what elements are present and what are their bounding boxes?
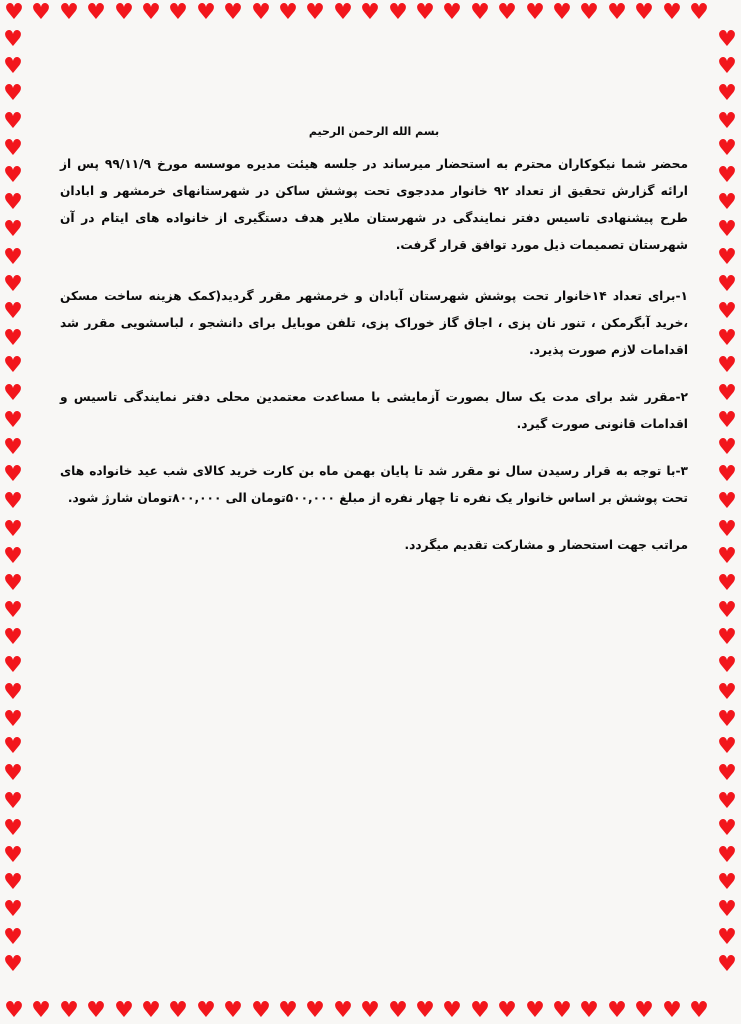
heart-icon: ♥: [360, 0, 380, 25]
bismillah-heading: بسم الله الرحمن الرحيم: [308, 125, 440, 138]
heart-icon: ♥: [3, 653, 23, 678]
heart-icon: ♥: [689, 998, 709, 1023]
heart-icon: ♥: [251, 0, 271, 25]
heart-icon: ♥: [3, 54, 23, 79]
heart-icon: ♥: [3, 163, 23, 188]
heart-icon: ♥: [634, 0, 654, 25]
heart-icon: ♥: [3, 571, 23, 596]
heart-icon: ♥: [497, 998, 517, 1023]
heart-icon: ♥: [717, 707, 737, 732]
heart-icon: ♥: [717, 843, 737, 868]
heart-icon: ♥: [717, 598, 737, 623]
heart-icon: ♥: [4, 998, 24, 1023]
closing-paragraph: مراتب جهت استحضار و مشارکت تقدیم میگردد.: [404, 538, 688, 552]
heart-icon: ♥: [717, 544, 737, 569]
heart-icon: ♥: [717, 625, 737, 650]
heart-icon: ♥: [3, 299, 23, 324]
heart-icon: ♥: [717, 109, 737, 134]
heart-icon: ♥: [717, 54, 737, 79]
heart-icon: ♥: [717, 353, 737, 378]
heart-icon: ♥: [333, 0, 353, 25]
heart-icon: ♥: [3, 245, 23, 270]
heart-icon: ♥: [168, 0, 188, 25]
heart-icon: ♥: [223, 998, 243, 1023]
heart-icon: ♥: [3, 680, 23, 705]
heart-icon: ♥: [717, 272, 737, 297]
heart-icon: ♥: [3, 381, 23, 406]
intro-paragraph: محضر شما نیکوکاران محترم به استحضار میرساند در جلسه هیئت مدیره موسسه مورخ ۹۹/۱۱/۹ پس از ارائه گزارش تحقیق از تعداد ۹۲ خانوار مددجوی تحت پوشش ساکن در شهرستانهای خرمشهر و ابادان طرح پیشنهادی تاسیس دفتر نمایندگی در شهرستان ملایر هدف دستگیری از خانواده های ایتام در آن شهرستان تصمیمات ذیل مورد توافق قرار گرفت.: [60, 157, 689, 252]
heart-icon: ♥: [579, 0, 599, 25]
heart-icon: ♥: [717, 245, 737, 270]
heart-icon: ♥: [717, 816, 737, 841]
heart-icon: ♥: [3, 517, 23, 542]
heart-icon: ♥: [3, 952, 23, 977]
heart-icon: ♥: [717, 870, 737, 895]
heart-icon: ♥: [415, 998, 435, 1023]
heart-icon: ♥: [3, 625, 23, 650]
heart-icon: ♥: [3, 761, 23, 786]
heart-icon: ♥: [114, 0, 134, 25]
heart-icon: ♥: [717, 952, 737, 977]
heart-icon: ♥: [552, 0, 572, 25]
heart-icon: ♥: [278, 998, 298, 1023]
heart-icon: ♥: [4, 0, 24, 25]
heart-icon: ♥: [305, 0, 325, 25]
heart-icon: ♥: [86, 0, 106, 25]
heart-icon: ♥: [3, 217, 23, 242]
heart-icon: ♥: [3, 897, 23, 922]
heart-icon: ♥: [3, 136, 23, 161]
heart-icon: ♥: [607, 998, 627, 1023]
heart-icon: ♥: [3, 27, 23, 52]
heart-icon: ♥: [634, 998, 654, 1023]
heart-icon: ♥: [717, 190, 737, 215]
heart-icon: ♥: [388, 998, 408, 1023]
heart-icon: ♥: [579, 998, 599, 1023]
heart-icon: ♥: [278, 0, 298, 25]
heart-icon: ♥: [552, 998, 572, 1023]
heart-icon: ♥: [196, 998, 216, 1023]
heart-icon: ♥: [717, 761, 737, 786]
heart-icon: ♥: [415, 0, 435, 25]
heart-icon: ♥: [717, 217, 737, 242]
heart-icon: ♥: [3, 544, 23, 569]
heart-icon: ♥: [3, 843, 23, 868]
heart-icon: ♥: [717, 517, 737, 542]
heart-icon: ♥: [333, 998, 353, 1023]
heart-icon: ♥: [114, 998, 134, 1023]
heart-icon: ♥: [3, 353, 23, 378]
heart-icon: ♥: [470, 0, 490, 25]
heart-icon: ♥: [662, 998, 682, 1023]
heart-icon: ♥: [717, 27, 737, 52]
heart-icon: ♥: [3, 489, 23, 514]
heart-icon: ♥: [3, 789, 23, 814]
heart-icon: ♥: [525, 998, 545, 1023]
heart-icon: ♥: [141, 0, 161, 25]
letter-body: [60, 125, 688, 559]
heart-icon: ♥: [607, 0, 627, 25]
heart-icon: ♥: [717, 299, 737, 324]
heart-icon: ♥: [717, 462, 737, 487]
heart-icon: ♥: [223, 0, 243, 25]
heart-icon: ♥: [3, 190, 23, 215]
heart-icon: ♥: [360, 998, 380, 1023]
heart-icon: ♥: [3, 435, 23, 460]
heart-icon: ♥: [251, 998, 271, 1023]
item-1-paragraph: ۱-برای تعداد ۱۴خانوار تحت پوشش شهرستان آبادان و خرمشهر مقرر گردید(کمک هزینه ساخت مسکن ،خرید آبگرمکن ، تنور نان پزی ، اجاق گاز خوراک پزی، تلفن موبایل برای دانشجو ، لباسشویی مقرر شد اقدامات لازم صورت پذیرد.: [60, 289, 688, 357]
item-3-paragraph: ۳-با توجه به قرار رسیدن سال نو مقرر شد تا پایان بهمن ماه بن کارت خرید کالای شب عید خانواده های تحت پوشش بر اساس خانوار یک نفره تا چهار نفره از مبلغ ۵۰۰,۰۰۰تومان الی ۸۰۰,۰۰۰تومان شارژ شود.: [60, 464, 688, 505]
heart-icon: ♥: [3, 734, 23, 759]
heart-icon: ♥: [3, 462, 23, 487]
heart-icon: ♥: [59, 998, 79, 1023]
heart-icon: ♥: [717, 897, 737, 922]
heart-icon: ♥: [3, 925, 23, 950]
heart-icon: ♥: [717, 408, 737, 433]
heart-icon: ♥: [59, 0, 79, 25]
heart-icon: ♥: [717, 81, 737, 106]
heart-icon: ♥: [388, 0, 408, 25]
heart-icon: ♥: [717, 680, 737, 705]
heart-icon: ♥: [3, 816, 23, 841]
heart-icon: ♥: [3, 81, 23, 106]
heart-icon: ♥: [497, 0, 517, 25]
heart-icon: ♥: [717, 435, 737, 460]
heart-icon: ♥: [470, 998, 490, 1023]
heart-icon: ♥: [662, 0, 682, 25]
heart-icon: ♥: [717, 163, 737, 188]
heart-icon: ♥: [86, 998, 106, 1023]
heart-icon: ♥: [525, 0, 545, 25]
heart-icon: ♥: [717, 653, 737, 678]
heart-icon: ♥: [3, 870, 23, 895]
heart-icon: ♥: [3, 109, 23, 134]
item-2-paragraph: ۲-مقرر شد برای مدت یک سال بصورت آزمایشی با مساعدت معتمدین محلی دفتر نمایندگی تاسیس و اقدامات قانونی صورت گیرد.: [60, 390, 688, 431]
heart-icon: ♥: [196, 0, 216, 25]
heart-icon: ♥: [442, 998, 462, 1023]
heart-icon: ♥: [3, 272, 23, 297]
heart-icon: ♥: [717, 925, 737, 950]
heart-icon: ♥: [3, 598, 23, 623]
heart-icon: ♥: [168, 998, 188, 1023]
heart-icon: ♥: [717, 489, 737, 514]
heart-icon: ♥: [31, 998, 51, 1023]
heart-icon: ♥: [305, 998, 325, 1023]
heart-icon: ♥: [3, 707, 23, 732]
heart-icon: ♥: [689, 0, 709, 25]
heart-icon: ♥: [717, 571, 737, 596]
heart-icon: ♥: [717, 136, 737, 161]
heart-icon: ♥: [442, 0, 462, 25]
heart-icon: ♥: [3, 326, 23, 351]
heart-icon: ♥: [717, 734, 737, 759]
heart-icon: ♥: [717, 326, 737, 351]
heart-icon: ♥: [3, 408, 23, 433]
heart-icon: ♥: [717, 789, 737, 814]
heart-icon: ♥: [141, 998, 161, 1023]
heart-icon: ♥: [31, 0, 51, 25]
heart-icon: ♥: [717, 381, 737, 406]
